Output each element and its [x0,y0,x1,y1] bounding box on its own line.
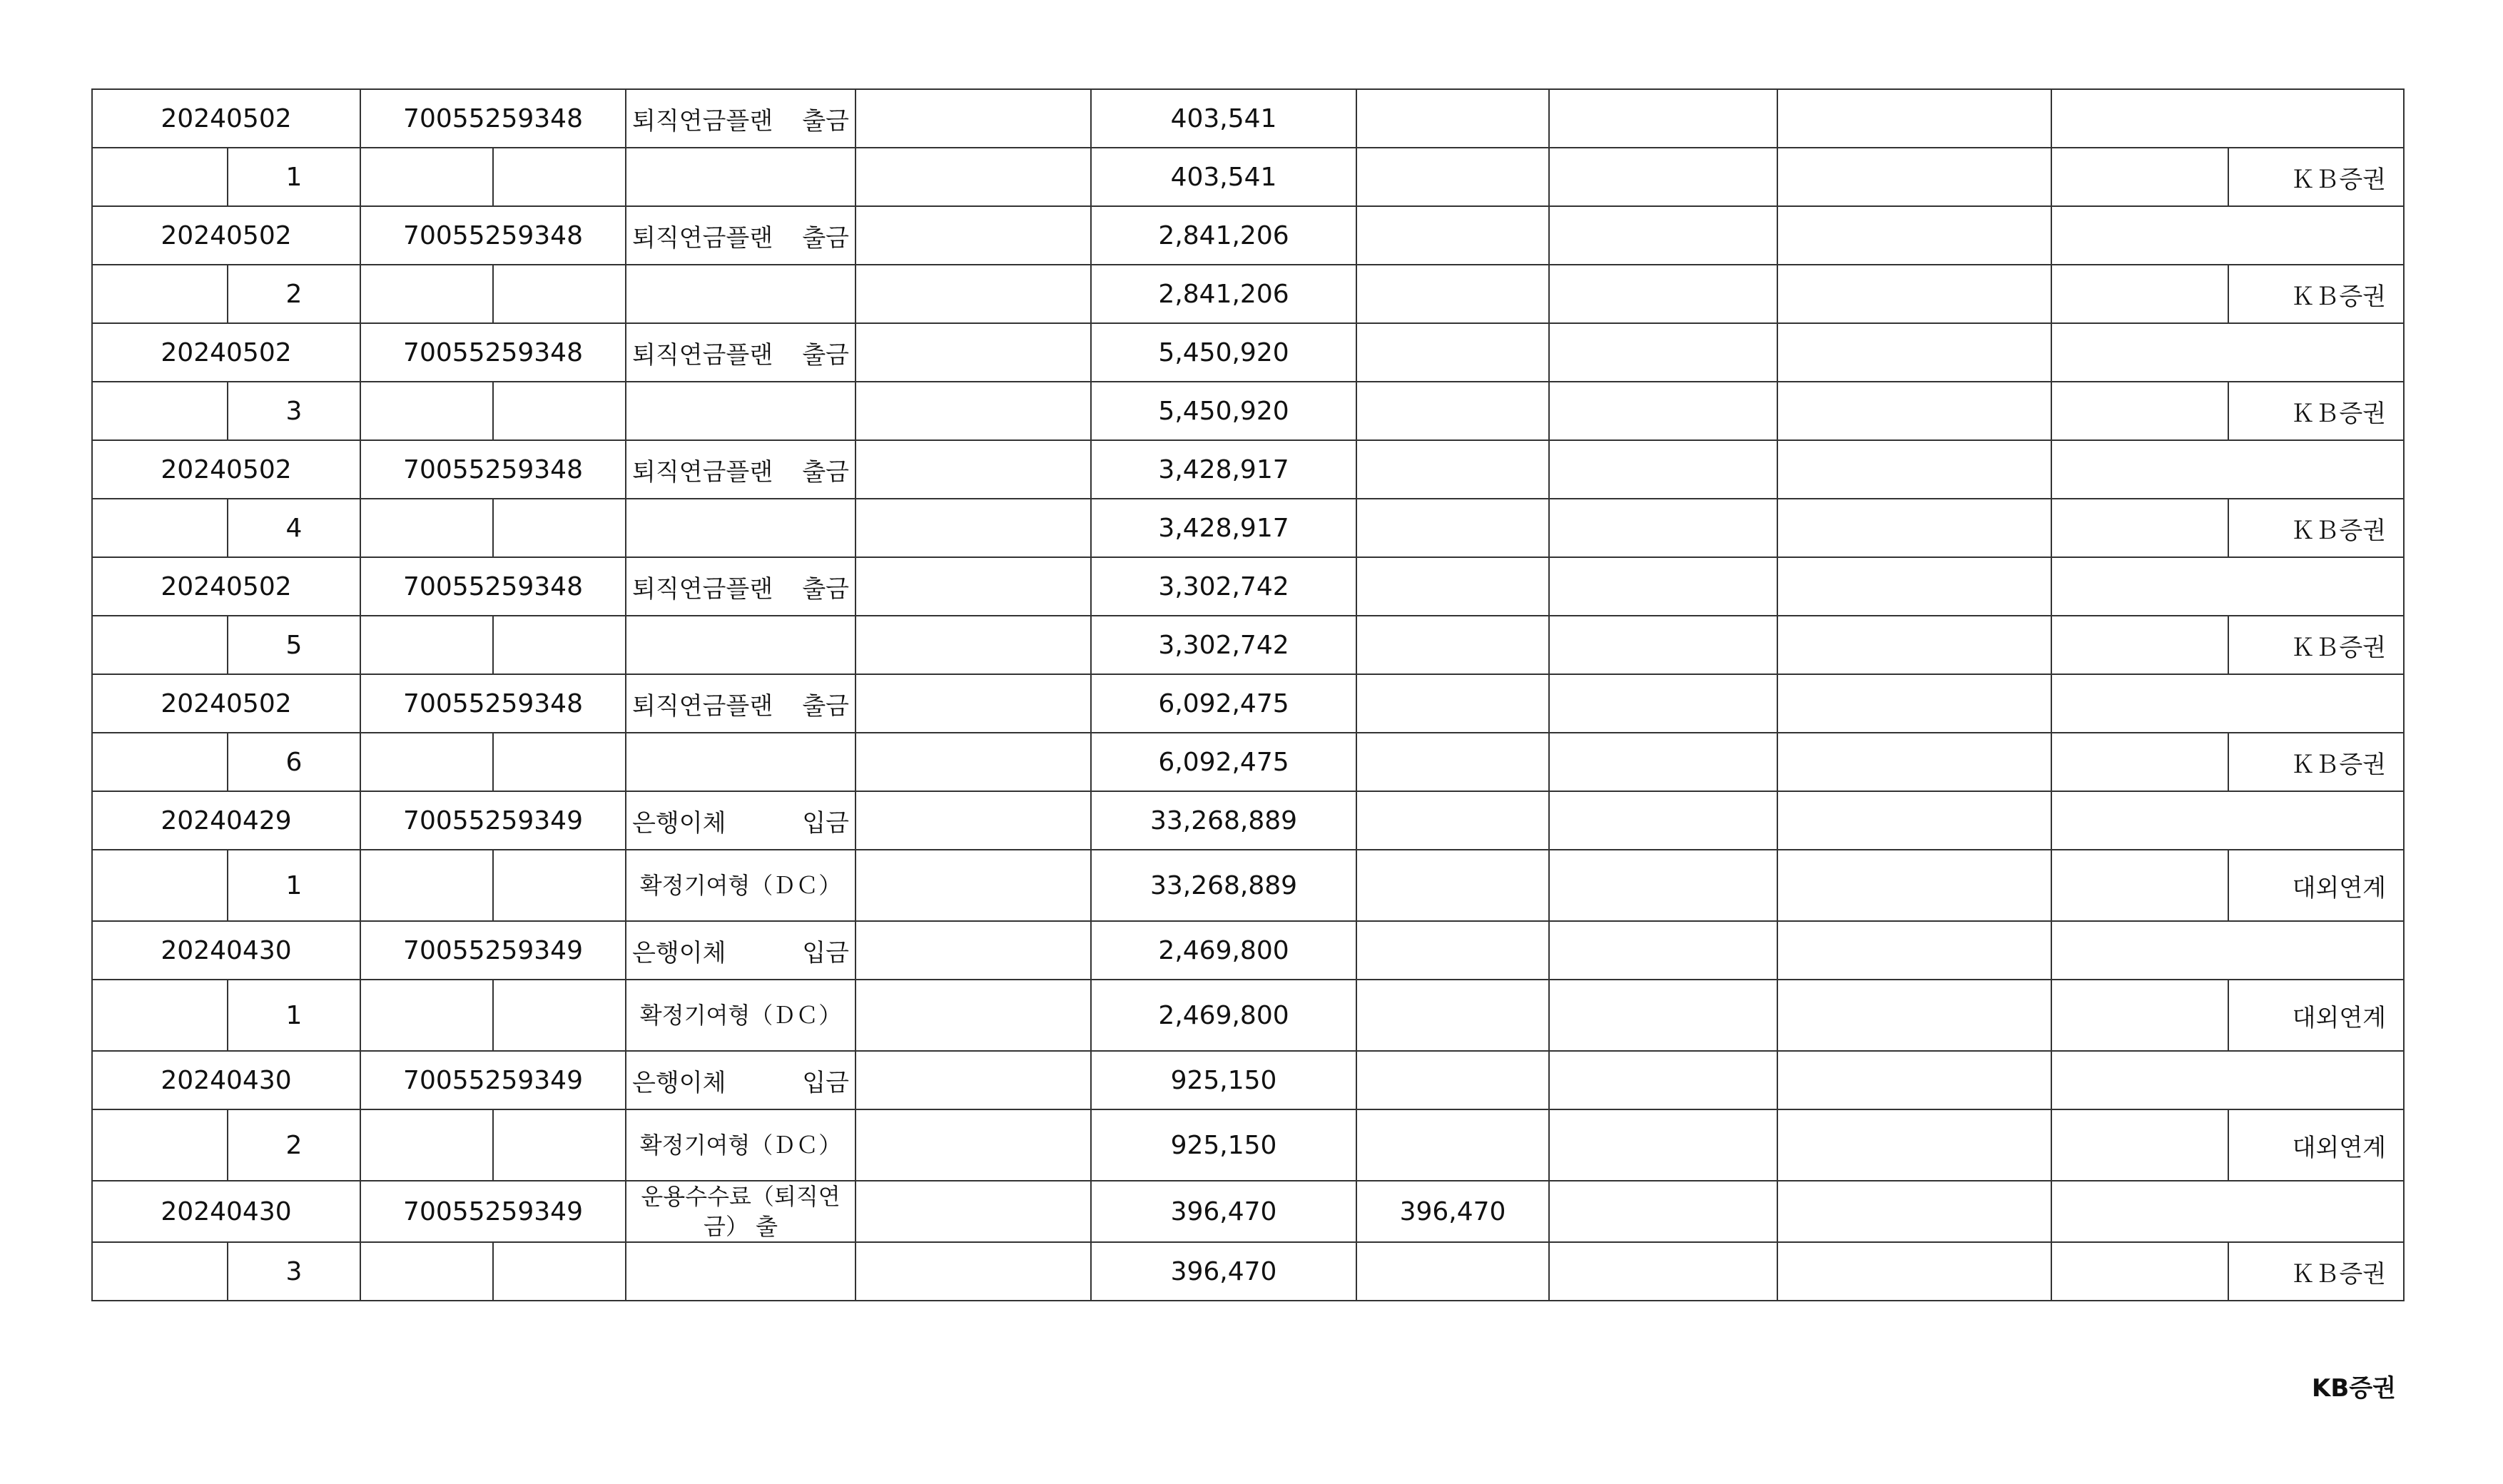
empty-cell [92,616,228,674]
sequence-cell: 5 [228,616,360,674]
empty-cell [856,616,1091,674]
sequence-cell: 2 [228,265,360,323]
amount-cell: 3,428,917 [1091,440,1356,499]
detail-amount-cell: 3,428,917 [1091,499,1356,557]
table-row [92,323,2404,382]
empty-cell [92,265,228,323]
empty-cell [1777,265,2051,323]
empty-cell [1777,89,2051,148]
empty-cell [2051,323,2404,382]
empty-cell [92,850,228,921]
description-cell [626,382,856,440]
description-cell: 확정기여형（ＤＣ） [626,1109,856,1181]
transaction-type-cell: 퇴직연금플랜 출금 [626,323,856,382]
table-row [92,440,2404,499]
empty-cell [1356,382,1549,440]
empty-cell [1356,148,1549,206]
table-row [92,89,2404,148]
table-row-detail [92,616,2404,674]
empty-cell [1549,921,1777,980]
transaction-type-cell: 은행이체 입금 [626,791,856,850]
empty-cell [2051,382,2228,440]
empty-cell [2051,733,2228,791]
empty-cell [856,499,1091,557]
empty-cell [2051,791,2404,850]
table-row-detail [92,499,2404,557]
empty-cell [360,499,493,557]
empty-cell [1356,980,1549,1051]
sequence-cell: 3 [228,1242,360,1301]
detail-amount-cell: 925,150 [1091,1109,1356,1181]
date-cell: 20240502 [92,323,360,382]
amount-cell: 2,469,800 [1091,921,1356,980]
empty-cell [493,850,626,921]
empty-cell [856,1051,1091,1109]
transaction-table [91,88,2405,1301]
empty-cell [1777,733,2051,791]
account-cell: 70055259349 [360,921,626,980]
transaction-type-cell: 퇴직연금플랜 출금 [626,557,856,616]
empty-cell [2051,1181,2404,1242]
empty-cell [856,1109,1091,1181]
empty-cell [92,148,228,206]
institution-cell: 대외연계 [2228,980,2404,1051]
empty-cell [360,980,493,1051]
amount-cell: 5,450,920 [1091,323,1356,382]
table-row [92,1181,2404,1242]
empty-cell [2051,265,2228,323]
transaction-type-cell: 퇴직연금플랜 출금 [626,674,856,733]
table-row [92,791,2404,850]
description-cell [626,148,856,206]
transaction-type-cell: 운용수수료（퇴직연금） 출 [626,1181,856,1242]
description-cell [626,1242,856,1301]
empty-cell [856,1181,1091,1242]
empty-cell [856,148,1091,206]
empty-cell [2051,1051,2404,1109]
empty-cell [360,850,493,921]
empty-cell [856,265,1091,323]
empty-cell [92,980,228,1051]
empty-cell [1777,850,2051,921]
empty-cell [856,382,1091,440]
empty-cell [1777,1242,2051,1301]
empty-cell [1356,733,1549,791]
empty-cell [2051,616,2228,674]
empty-cell [1356,1242,1549,1301]
institution-cell: 대외연계 [2228,850,2404,921]
institution-cell: ＫＢ증권 [2228,499,2404,557]
institution-cell: ＫＢ증권 [2228,616,2404,674]
empty-cell [1549,791,1777,850]
empty-cell [856,733,1091,791]
description-cell: 확정기여형（ＤＣ） [626,980,856,1051]
table-row-detail [92,733,2404,791]
sequence-cell: 6 [228,733,360,791]
transaction-type-cell: 은행이체 입금 [626,1051,856,1109]
table-row-detail [92,1109,2404,1181]
empty-cell [1777,980,2051,1051]
empty-cell [360,148,493,206]
date-cell: 20240502 [92,206,360,265]
empty-cell [1356,265,1549,323]
empty-cell [1549,733,1777,791]
empty-cell [1549,674,1777,733]
empty-cell [1549,440,1777,499]
empty-cell [92,733,228,791]
empty-cell [493,980,626,1051]
detail-amount-cell: 6,092,475 [1091,733,1356,791]
account-cell: 70055259348 [360,206,626,265]
table-row-detail [92,382,2404,440]
amount-cell: 403,541 [1091,89,1356,148]
empty-cell [2051,206,2404,265]
empty-cell [1549,616,1777,674]
empty-cell [1549,1242,1777,1301]
sequence-cell: 1 [228,850,360,921]
table-row-detail [92,980,2404,1051]
empty-cell [1777,674,2051,733]
institution-cell: ＫＢ증권 [2228,382,2404,440]
empty-cell [92,499,228,557]
empty-cell [1777,382,2051,440]
empty-cell [92,382,228,440]
table-row [92,557,2404,616]
empty-cell [1549,1051,1777,1109]
date-cell: 20240429 [92,791,360,850]
detail-amount-cell: 396,470 [1091,1242,1356,1301]
institution-cell: 대외연계 [2228,1109,2404,1181]
empty-cell [1777,148,2051,206]
empty-cell [1356,616,1549,674]
detail-amount-cell: 2,469,800 [1091,980,1356,1051]
date-cell: 20240502 [92,674,360,733]
empty-cell [1777,206,2051,265]
empty-cell [2051,921,2404,980]
sequence-cell: 3 [228,382,360,440]
institution-cell: ＫＢ증권 [2228,733,2404,791]
table-row-detail [92,265,2404,323]
empty-cell [1777,616,2051,674]
empty-cell [1356,499,1549,557]
amount-cell: 925,150 [1091,1051,1356,1109]
empty-cell [1777,791,2051,850]
date-cell: 20240502 [92,89,360,148]
empty-cell [92,1242,228,1301]
empty-cell [1777,323,2051,382]
table-row [92,206,2404,265]
sequence-cell: 1 [228,148,360,206]
empty-cell [2051,557,2404,616]
sequence-cell: 1 [228,980,360,1051]
sequence-cell: 2 [228,1109,360,1181]
empty-cell [360,1109,493,1181]
empty-cell [1777,1181,2051,1242]
institution-cell: ＫＢ증권 [2228,265,2404,323]
empty-cell [1777,1109,2051,1181]
footer-brand-logo: KB증권 [2312,1374,2396,1403]
empty-cell [1549,148,1777,206]
empty-cell [2051,499,2228,557]
empty-cell [1777,557,2051,616]
description-cell [626,499,856,557]
empty-cell [1549,265,1777,323]
empty-cell [1549,89,1777,148]
empty-cell [1777,1051,2051,1109]
fee-cell [1356,557,1549,616]
institution-cell: ＫＢ증권 [2228,1242,2404,1301]
empty-cell [856,557,1091,616]
account-cell: 70055259349 [360,1181,626,1242]
empty-cell [2051,980,2228,1051]
empty-cell [360,1242,493,1301]
empty-cell [856,980,1091,1051]
empty-cell [2051,89,2404,148]
detail-amount-cell: 5,450,920 [1091,382,1356,440]
empty-cell [360,265,493,323]
transaction-type-cell: 퇴직연금플랜 출금 [626,89,856,148]
account-cell: 70055259349 [360,1051,626,1109]
empty-cell [2051,440,2404,499]
description-cell: 확정기여형（ＤＣ） [626,850,856,921]
detail-amount-cell: 33,268,889 [1091,850,1356,921]
transaction-type-cell: 퇴직연금플랜 출금 [626,440,856,499]
empty-cell [493,616,626,674]
table-row [92,1051,2404,1109]
sequence-cell: 4 [228,499,360,557]
description-cell [626,733,856,791]
table-row-detail [92,148,2404,206]
empty-cell [1549,850,1777,921]
empty-cell [856,89,1091,148]
empty-cell [1356,850,1549,921]
account-cell: 70055259349 [360,791,626,850]
date-cell: 20240430 [92,1181,360,1242]
account-cell: 70055259348 [360,674,626,733]
empty-cell [856,1242,1091,1301]
amount-cell: 396,470 [1091,1181,1356,1242]
empty-cell [1549,499,1777,557]
empty-cell [2051,850,2228,921]
amount-cell: 3,302,742 [1091,557,1356,616]
empty-cell [360,382,493,440]
empty-cell [1777,440,2051,499]
detail-amount-cell: 403,541 [1091,148,1356,206]
empty-cell [493,733,626,791]
date-cell: 20240502 [92,557,360,616]
table-row-detail [92,850,2404,921]
account-cell: 70055259348 [360,440,626,499]
empty-cell [2051,1242,2228,1301]
account-cell: 70055259348 [360,89,626,148]
fee-cell [1356,674,1549,733]
empty-cell [856,206,1091,265]
detail-amount-cell: 3,302,742 [1091,616,1356,674]
amount-cell: 33,268,889 [1091,791,1356,850]
fee-cell [1356,323,1549,382]
empty-cell [360,616,493,674]
fee-cell [1356,440,1549,499]
empty-cell [856,850,1091,921]
empty-cell [92,1109,228,1181]
empty-cell [360,733,493,791]
amount-cell: 6,092,475 [1091,674,1356,733]
empty-cell [1777,499,2051,557]
empty-cell [1549,323,1777,382]
empty-cell [1549,1181,1777,1242]
fee-cell [1356,206,1549,265]
empty-cell [493,1242,626,1301]
empty-cell [856,791,1091,850]
empty-cell [493,265,626,323]
description-cell [626,616,856,674]
fee-cell [1356,921,1549,980]
empty-cell [2051,1109,2228,1181]
amount-cell: 2,841,206 [1091,206,1356,265]
empty-cell [856,323,1091,382]
date-cell: 20240430 [92,1051,360,1109]
date-cell: 20240430 [92,921,360,980]
transaction-table-container [91,88,2403,1301]
empty-cell [2051,674,2404,733]
empty-cell [493,382,626,440]
transaction-type-cell: 은행이체 입금 [626,921,856,980]
fee-cell: 396,470 [1356,1181,1549,1242]
empty-cell [1549,206,1777,265]
fee-cell [1356,89,1549,148]
date-cell: 20240502 [92,440,360,499]
table-body [92,89,2404,1301]
table-row-detail [92,1242,2404,1301]
fee-cell [1356,1051,1549,1109]
account-cell: 70055259348 [360,323,626,382]
table-row [92,674,2404,733]
account-cell: 70055259348 [360,557,626,616]
fee-cell [1356,791,1549,850]
table-row [92,921,2404,980]
detail-amount-cell: 2,841,206 [1091,265,1356,323]
empty-cell [493,499,626,557]
empty-cell [493,1109,626,1181]
empty-cell [1549,557,1777,616]
empty-cell [1549,382,1777,440]
description-cell [626,265,856,323]
empty-cell [1549,1109,1777,1181]
empty-cell [856,674,1091,733]
empty-cell [493,148,626,206]
empty-cell [856,440,1091,499]
empty-cell [1549,980,1777,1051]
transaction-type-cell: 퇴직연금플랜 출금 [626,206,856,265]
empty-cell [856,921,1091,980]
empty-cell [1777,921,2051,980]
empty-cell [1356,1109,1549,1181]
institution-cell: ＫＢ증권 [2228,148,2404,206]
empty-cell [2051,148,2228,206]
